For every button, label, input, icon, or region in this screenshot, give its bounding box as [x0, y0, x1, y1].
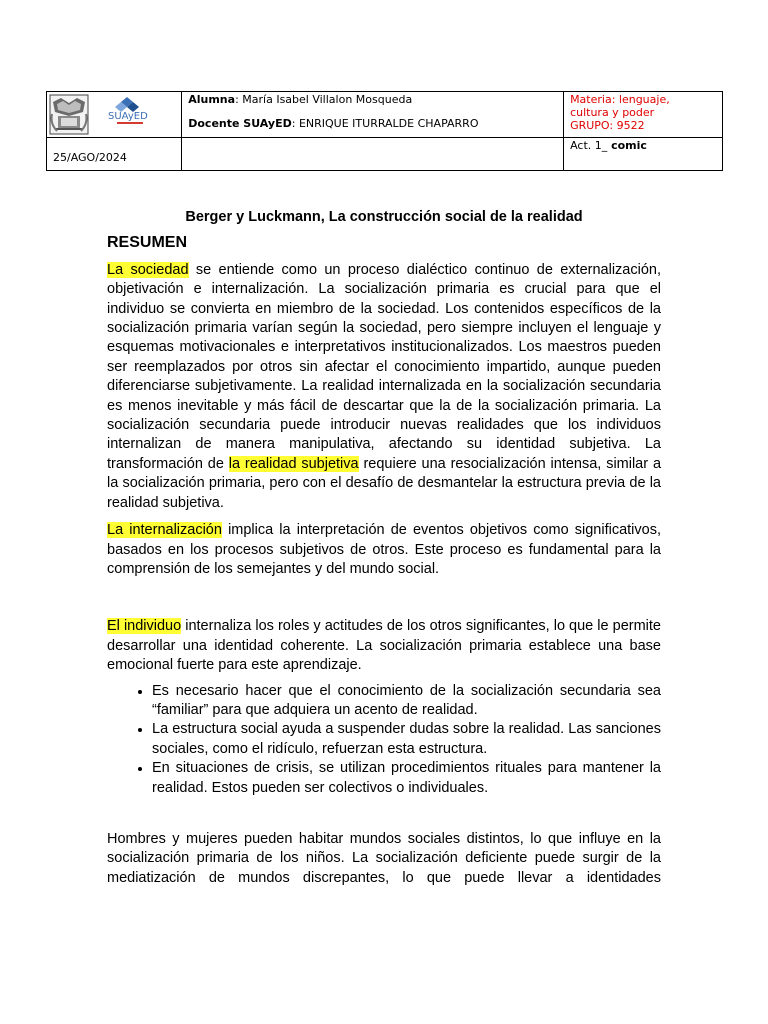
activity-cell [564, 138, 723, 171]
date-cell [47, 138, 182, 171]
suayed-logo-icon [107, 95, 157, 127]
section-heading: RESUMEN [107, 234, 188, 252]
highlight-internalization: La internalización [107, 522, 222, 539]
date-text: 25/AGO/2024 [53, 151, 127, 164]
course-line-1: Materia: lenguaje, [570, 93, 670, 106]
paragraph-internalization [107, 521, 661, 579]
document-title: Berger y Luckmann, La construcción social de la realidad [185, 209, 583, 225]
list-item: • En situaciones de crisis, se utilizan procedimientos rituales para mantener la realidad. Estos pueden ser colectivos o individuales. [152, 759, 661, 798]
student-name: : María Isabel Villalon Mosqueda [235, 93, 413, 106]
teacher-row [188, 117, 557, 130]
student-label: Alumna [188, 93, 236, 106]
list-item: • Es necesario hacer que el conocimiento de la socialización secundaria sea “familiar” para que adquiera un acento de realidad. [152, 682, 661, 721]
paragraph-gender: Hombres y mujeres pueden habitar mundos sociales distintos, lo que influye en la socialización primaria de los niños. La socialización deficiente puede surgir de la mediatización de mundos discrepantes, lo que puede llevar a identidades [107, 830, 661, 886]
group-label: GRUPO: 9522 [570, 119, 645, 132]
paragraph-individual-text: internaliza los roles y actitudes de los otros significantes, lo que le permite desarrollar una identidad coherente. La socialización primaria establece una base emocional fuerte para este aprendizaje. [107, 618, 661, 674]
paragraph-society-text-2: requiere una resocialización intensa, similar a la socialización primaria, pero con el desafío de desmantelar la estructura previa de la realidad subjetiva. [107, 455, 662, 511]
document-body [107, 208, 661, 888]
activity-name: comic [607, 139, 647, 152]
course-line-2: cultura y poder [570, 106, 655, 119]
highlight-society: La sociedad [107, 261, 189, 278]
teacher-name: : ENRIQUE ITURRALDE CHAPARRO [291, 117, 479, 130]
suayed-logo-text: SUAyED [108, 111, 148, 122]
teacher-label: Docente SUAyED [188, 117, 292, 130]
highlight-individual: El individuo [107, 618, 182, 635]
highlight-subjective-reality: la realidad subjetiva [228, 455, 359, 472]
header-table [46, 91, 723, 171]
empty-cell [182, 138, 564, 171]
paragraph-society [107, 261, 661, 513]
logo-cell [47, 92, 182, 138]
bullet-list [107, 682, 661, 798]
unam-seal-icon [49, 94, 89, 135]
paragraph-individual [107, 617, 661, 675]
paragraph-society-text-1: se entiende como un proceso dialéctico continuo de externalización, objetivación e internalización. La socialización primaria es crucial para que el individuo se convierta en miembro de la sociedad. Los contenidos específicos de la socialización primaria varían según la sociedad, pero siempre incluyen el lenguaje y esquemas motivacionales e interpretativos institucionalizados. Los maestros pueden ser reemplazados por otros sin afectar el conocimiento impartido, aunque pueden diferenciarse subjetivamente. La realidad internalizada en la socialización secundaria es menos inevitable y más fácil de descartar que la de la socialización primaria. La socialización secundaria puede introducir nuevas realidades que los individuos internalizan de manera manipulativa, afectando su identidad subjetiva. La transformación de [107, 261, 661, 472]
student-info-cell [182, 92, 564, 138]
paragraph-internalization-text: implica la interpretación de eventos objetivos como significativos, basados en los procesos subjetivos de otros. Este proceso es fundamental para la comprensión de los semejantes y del mundo social. [107, 522, 661, 577]
list-item: • La estructura social ayuda a suspender dudas sobre la realidad. Las sanciones sociales, como el ridículo, refuerzan esta estructura. [152, 720, 661, 759]
course-cell [564, 92, 723, 138]
activity-prefix: Act. 1_ [570, 139, 608, 152]
student-row [188, 93, 557, 106]
